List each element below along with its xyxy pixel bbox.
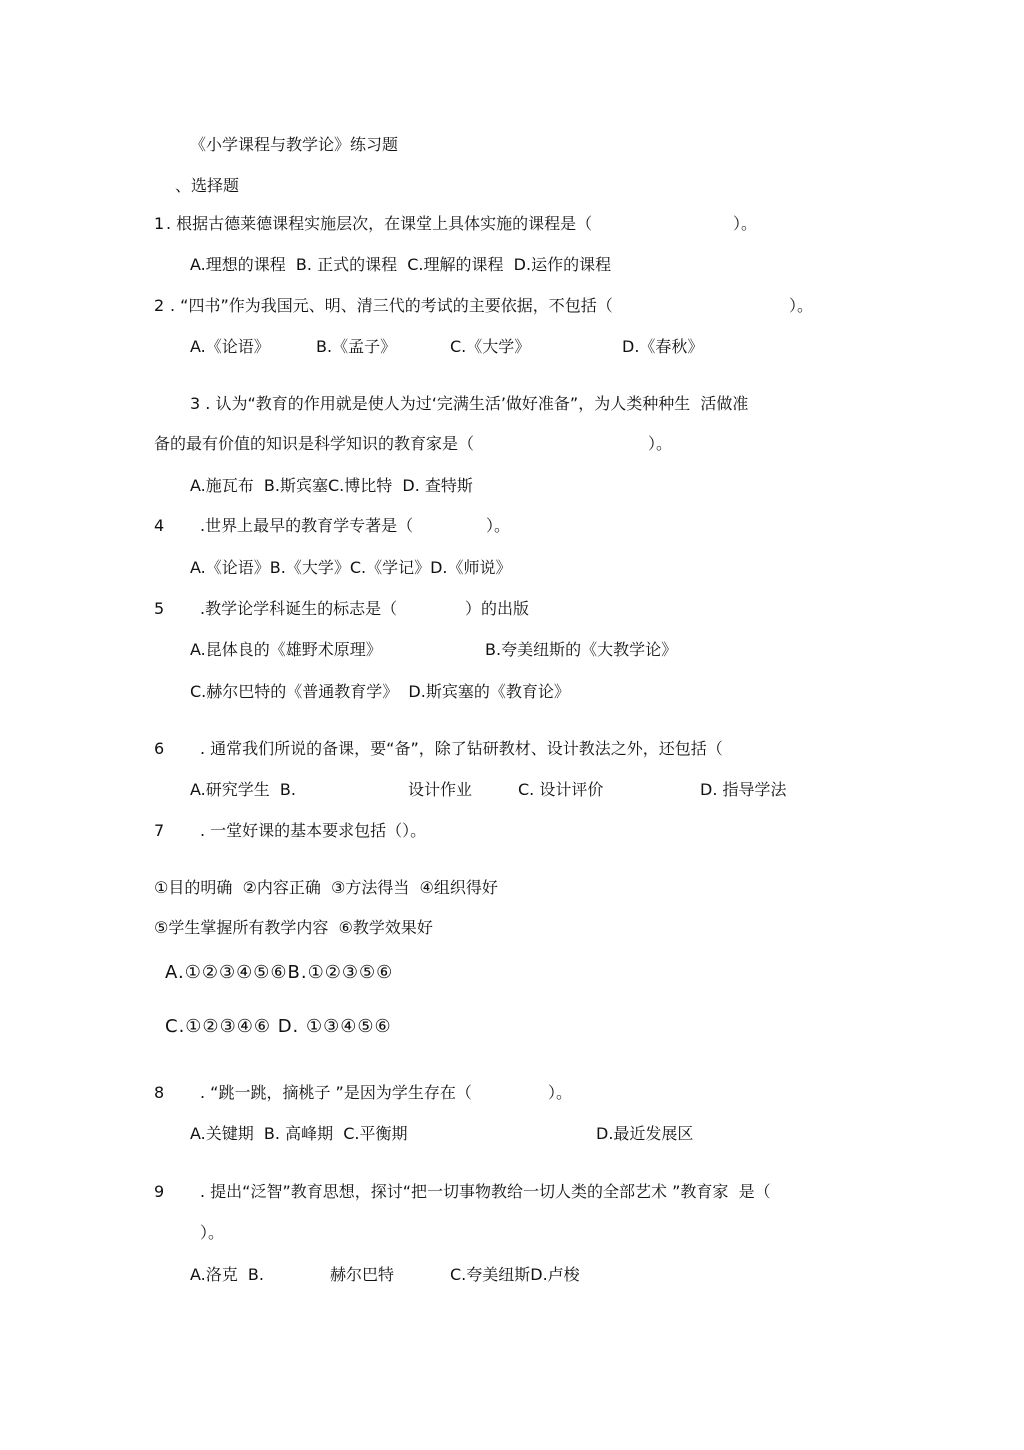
q3-options: A.施瓦布 B.斯宾塞C.博比特 D. 查特斯 [190, 476, 473, 495]
q6-number: 6 [154, 739, 165, 758]
q8-option-abc: A.关键期 B. 高峰期 C.平衡期 [190, 1124, 408, 1143]
document-title: 《小学课程与教学论》练习题 [190, 135, 399, 154]
q8-number: 8 [154, 1083, 165, 1102]
q7-number: 7 [154, 821, 165, 840]
q5-option-b: B.夸美纽斯的《大教学论》 [485, 640, 678, 659]
q6-stem: . 通常我们所说的备课，要“备”，除了钻研教材、设计教法之外，还包括（ [200, 739, 723, 758]
q5-end: ）的出版 [465, 599, 530, 618]
q1-options: A.理想的课程 B. 正式的课程 C.理解的课程 D.运作的课程 [190, 255, 612, 274]
q1-stem: . 根据古德莱德课程实施层次，在课堂上具体实施的课程是（ [166, 214, 593, 233]
q4-stem: .世界上最早的教育学专著是（ [200, 516, 414, 535]
q4-options: A.《论语》B.《大学》C.《学记》D.《师说》 [190, 558, 512, 577]
q9-end: ）。 [200, 1223, 225, 1242]
q2-option-d: D.《春秋》 [622, 337, 704, 356]
q5-stem: .教学论学科诞生的标志是（ [200, 599, 398, 618]
q8-option-d: D.最近发展区 [596, 1124, 694, 1143]
q2-option-b: B.《孟子》 [316, 337, 397, 356]
q5-option-cd: C.赫尔巴特的《普通教育学》 D.斯宾塞的《教育论》 [190, 682, 570, 701]
q5-number: 5 [154, 599, 165, 618]
q7-items-1: ①目的明确 ②内容正确 ③方法得当 ④组织得好 [154, 878, 498, 897]
q3-line-1: 3 . 认为“教育的作用就是使人为过‘完满生活’做好准备”，为人类种种生 活做准 [190, 394, 749, 413]
q6-option-b: 设计作业 [408, 780, 473, 799]
q2-option-c: C.《大学》 [450, 337, 531, 356]
q6-option-c: C. 设计评价 [518, 780, 604, 799]
q4-number: 4 [154, 516, 165, 535]
q4-end: ）。 [486, 516, 511, 535]
q1-number: 1 [154, 214, 165, 233]
q6-option-a: A.研究学生 B. [190, 780, 296, 799]
q2-option-a: A.《论语》 [190, 337, 270, 356]
section-heading: 、选择题 [175, 176, 240, 195]
q9-option-cd: C.夸美纽斯D.卢梭 [450, 1265, 580, 1284]
q7-option-cd: C.①②③④⑥ D. ①③④⑤⑥ [165, 1016, 392, 1037]
q3-line-2: 备的最有价值的知识是科学知识的教育家是（ [154, 434, 475, 453]
q9-stem: . 提出“泛智”教育思想，探讨“把一切事物教给一切人类的全部艺术 ”教育家 是（ [200, 1182, 771, 1201]
q3-end: ）。 [648, 434, 673, 453]
q2-number: 2 [154, 296, 165, 315]
q2-stem: . “四书”作为我国元、明、清三代的考试的主要依据，不包括（ [170, 296, 613, 315]
q9-option-b: 赫尔巴特 [330, 1265, 395, 1284]
q7-option-ab: A.①②③④⑤⑥B.①②③⑤⑥ [165, 962, 394, 983]
q5-option-a: A.昆体良的《雄野术原理》 [190, 640, 382, 659]
q9-number: 9 [154, 1182, 165, 1201]
q1-end: ）。 [733, 214, 758, 233]
q9-option-a: A.洛克 B. [190, 1265, 264, 1284]
q7-items-2: ⑤学生掌握所有教学内容 ⑥教学效果好 [154, 918, 433, 937]
q8-stem: . “跳一跳，摘桃子 ”是因为学生存在（ [200, 1083, 472, 1102]
q8-end: ）。 [548, 1083, 573, 1102]
q2-end: ）。 [789, 296, 814, 315]
q7-stem: . 一堂好课的基本要求包括（）。 [200, 821, 427, 840]
q6-option-d: D. 指导学法 [700, 780, 787, 799]
